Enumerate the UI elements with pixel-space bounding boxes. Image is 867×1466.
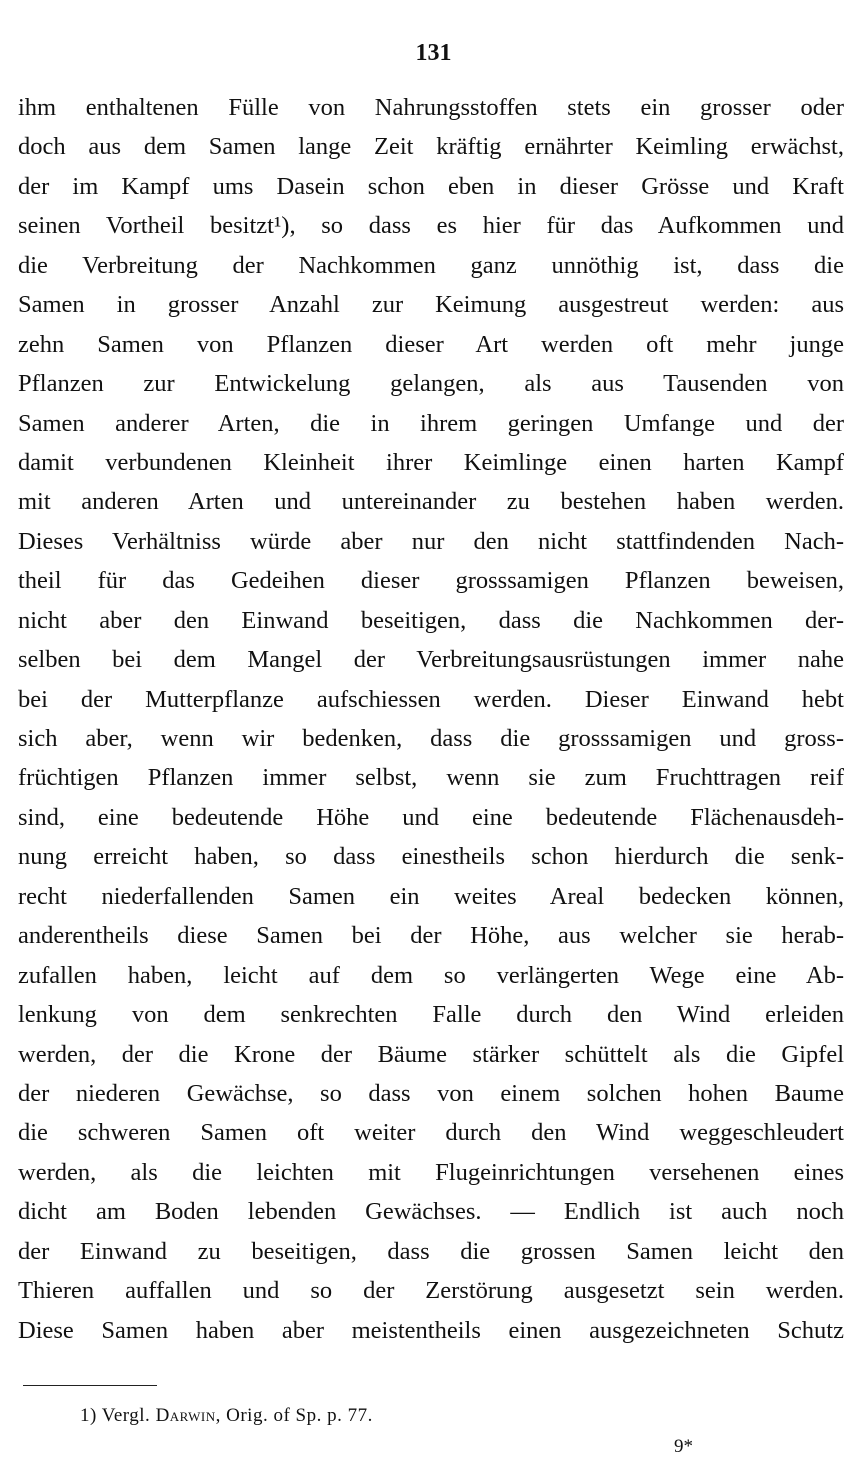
text-line: sich aber, wenn wir bedenken, dass die grosssamigen und gross- bbox=[18, 725, 844, 752]
body-text bbox=[18, 88, 844, 1350]
text-line: ihm enthaltenen Fülle von Nahrungsstoffen stets ein grosser oder bbox=[18, 94, 844, 121]
text-line: recht niederfallenden Samen ein weites Areal bedecken können, bbox=[18, 882, 844, 910]
text-line: bei der Mutterpflanze aufschiessen werden. Dieser Einwand hebt bbox=[18, 685, 844, 713]
footnote-divider bbox=[23, 1385, 157, 1386]
text-line: die schweren Samen oft weiter durch den Wind weggeschleudert bbox=[18, 1119, 844, 1147]
text-line: der Einwand zu beseitigen, dass die grossen Samen leicht den bbox=[18, 1237, 844, 1265]
text-line: Dieses Verhältniss würde aber nur den nicht stattfindenden Nach- bbox=[18, 527, 844, 555]
footnote bbox=[80, 1405, 373, 1427]
text-line: nicht aber den Einwand beseitigen, dass die Nachkommen der- bbox=[18, 606, 844, 634]
text-line: werden, als die leichten mit Flugeinrichtungen versehenen eines bbox=[18, 1158, 844, 1186]
text-line: werden, der die Krone der Bäume stärker schüttelt als die Gipfel bbox=[18, 1040, 844, 1068]
text-line: dicht am Boden lebenden Gewächses. — Endlich ist auch noch bbox=[18, 1198, 844, 1226]
text-line: Samen in grosser Anzahl zur Keimung ausgestreut werden: aus bbox=[18, 291, 844, 319]
text-line: Samen anderer Arten, die in ihrem geringen Umfange und der bbox=[18, 409, 844, 437]
text-line: der niederen Gewächse, so dass von einem solchen hohen Baume bbox=[18, 1079, 844, 1107]
text-line: nung erreicht haben, so dass einestheils schon hierdurch die senk- bbox=[18, 843, 844, 871]
footnote-text-before: Vergl. bbox=[101, 1405, 151, 1426]
text-line: mit anderen Arten und untereinander zu bestehen haben werden. bbox=[18, 488, 844, 516]
footnote-text-after: , Orig. of Sp. p. 77. bbox=[215, 1405, 373, 1426]
text-line: lenkung von dem senkrechten Falle durch den Wind erleiden bbox=[18, 1001, 844, 1029]
text-line: selben bei dem Mangel der Verbreitungsausrüstungen immer nahe bbox=[18, 646, 844, 674]
footnote-author: Darwin bbox=[155, 1405, 216, 1426]
footnote-marker: 1) bbox=[80, 1405, 97, 1426]
text-line: seinen Vortheil besitzt¹), so dass es hier für das Aufkommen und bbox=[18, 212, 844, 240]
text-line: zehn Samen von Pflanzen dieser Art werden oft mehr junge bbox=[18, 330, 844, 358]
text-line: anderentheils diese Samen bei der Höhe, aus welcher sie herab- bbox=[18, 922, 844, 950]
text-line: sind, eine bedeutende Höhe und eine bedeutende Flächenausdeh- bbox=[18, 803, 844, 831]
text-line: damit verbundenen Kleinheit ihrer Keimlinge einen harten Kampf bbox=[18, 448, 844, 476]
text-line: doch aus dem Samen lange Zeit kräftig ernährter Keimling erwächst, bbox=[18, 133, 844, 161]
text-line: theil für das Gedeihen dieser grosssamigen Pflanzen beweisen, bbox=[18, 567, 844, 595]
text-line: Thieren auffallen und so der Zerstörung ausgesetzt sein werden. bbox=[18, 1277, 844, 1305]
text-line: früchtigen Pflanzen immer selbst, wenn sie zum Fruchttragen reif bbox=[18, 764, 844, 792]
signature-mark: 9* bbox=[674, 1436, 693, 1457]
page-number: 131 bbox=[415, 40, 452, 66]
text-line: die Verbreitung der Nachkommen ganz unnöthig ist, dass die bbox=[18, 251, 844, 279]
text-line: zufallen haben, leicht auf dem so verlängerten Wege eine Ab- bbox=[18, 961, 844, 989]
text-line: Diese Samen haben aber meistentheils einen ausgezeichneten Schutz bbox=[18, 1316, 844, 1344]
text-line: Pflanzen zur Entwickelung gelangen, als aus Tausenden von bbox=[18, 370, 844, 398]
text-line: der im Kampf ums Dasein schon eben in dieser Grösse und Kraft bbox=[18, 172, 844, 200]
